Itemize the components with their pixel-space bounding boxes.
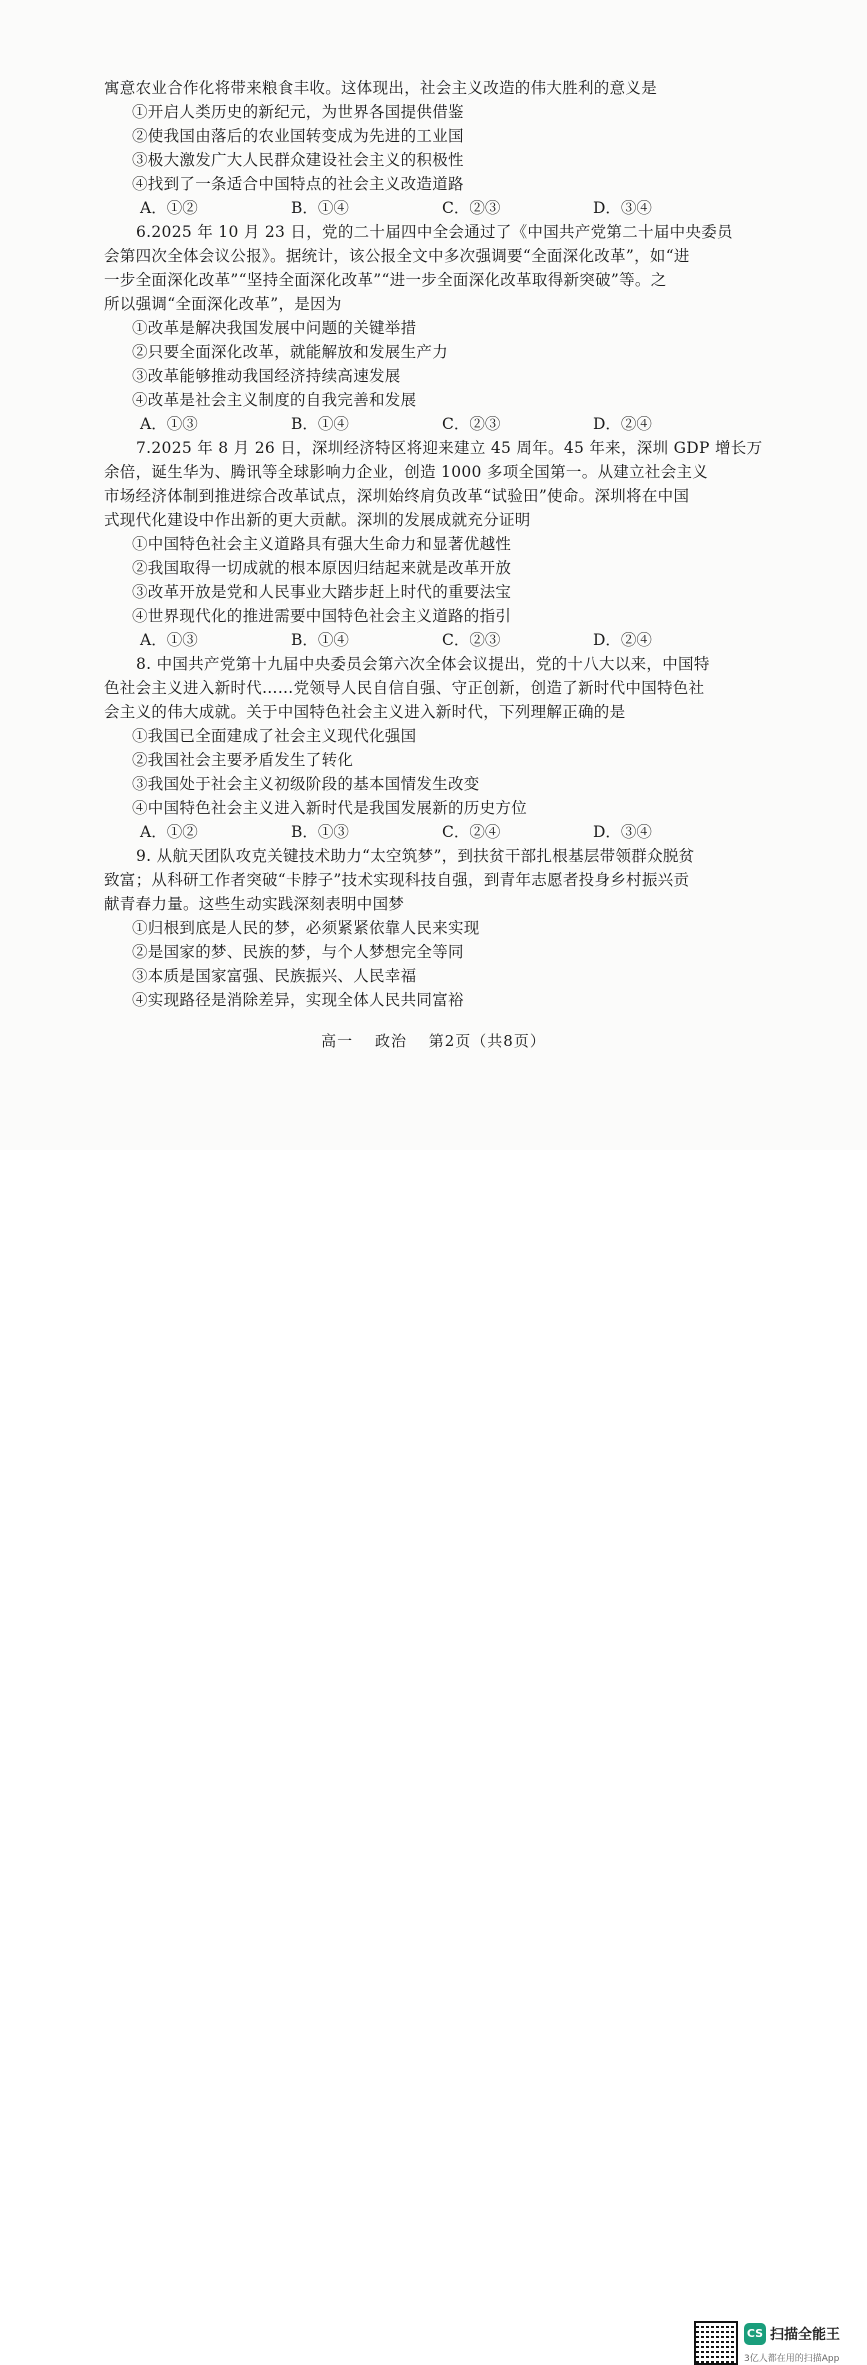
- answer-choice: C．②③: [442, 415, 501, 433]
- statement-option: ④找到了一条适合中国特点的社会主义改造道路: [132, 175, 464, 193]
- statement-option: ②我国社会主要矛盾发生了转化: [132, 751, 354, 769]
- statement-option: ②是国家的梦、民族的梦，与个人梦想完全等同: [132, 943, 464, 961]
- answer-choice: D．②④: [593, 415, 652, 433]
- answer-choice: B．①④: [291, 415, 349, 433]
- answer-choices-row: [104, 412, 744, 436]
- statement-option: ②我国取得一切成就的根本原因归结起来就是改革开放: [132, 559, 512, 577]
- statement-option: ③我国处于社会主义初级阶段的基本国情发生改变: [132, 775, 480, 793]
- question-text-line: 8. 中国共产党第十九届中央委员会第六次全体会议提出，党的十八大以来，中国特: [136, 655, 710, 673]
- question-text-line: 9. 从航天团队攻克关键技术助力“太空筑梦”，到扶贫干部扎根基层带领群众脱贫: [136, 847, 695, 865]
- scanner-brand-name: 扫描全能王: [770, 2327, 840, 2343]
- answer-choice: A．①③: [140, 415, 198, 433]
- answer-choice: B．①④: [291, 199, 349, 217]
- answer-choice: A．①③: [140, 631, 198, 649]
- answer-choice: A．①②: [140, 823, 198, 841]
- scanner-tagline: 3亿人都在用的扫描App: [744, 2354, 840, 2364]
- question-text-line: 7.2025 年 8 月 26 日，深圳经济特区将迎来建立 45 周年。45 年来，深圳 GDP 增长万: [136, 439, 763, 457]
- statement-option: ②使我国由落后的农业国转变成为先进的工业国: [132, 127, 464, 145]
- answer-choice: A．①②: [140, 199, 198, 217]
- statement-option: ③改革能够推动我国经济持续高速发展: [132, 367, 401, 385]
- statement-option: ①开启人类历史的新纪元，为世界各国提供借鉴: [132, 103, 464, 121]
- camscanner-logo-icon: CS: [744, 2323, 766, 2345]
- statement-option: ③本质是国家富强、民族振兴、人民幸福: [132, 967, 417, 985]
- question-text-line: 寓意农业合作化将带来粮食丰收。这体现出，社会主义改造的伟大胜利的意义是: [104, 79, 658, 97]
- question-text-line: 色社会主义进入新时代……党领导人民自信自强、守正创新，创造了新时代中国特色社: [104, 679, 705, 697]
- answer-choices-row: [104, 820, 744, 844]
- statement-option: ④实现路径是消除差异，实现全体人民共同富裕: [132, 991, 464, 1009]
- answer-choice: C．②④: [442, 823, 501, 841]
- answer-choice: D．②④: [593, 631, 652, 649]
- question-text-line: 致富；从科研工作者突破“卡脖子”技术实现科技自强，到青年志愿者投身乡村振兴贡: [104, 871, 690, 889]
- scanner-watermark-bar: [0, 1150, 867, 2364]
- statement-option: ①我国已全面建成了社会主义现代化强国: [132, 727, 417, 745]
- question-text-line: 会主义的伟大成就。关于中国特色社会主义进入新时代，下列理解正确的是: [104, 703, 626, 721]
- statement-option: ③改革开放是党和人民事业大踏步赶上时代的重要法宝: [132, 583, 512, 601]
- answer-choice: B．①③: [291, 823, 349, 841]
- page-footer: [0, 1030, 867, 1051]
- question-text-line: 献青春力量。这些生动实践深刻表明中国梦: [104, 895, 405, 913]
- answer-choice: D．③④: [593, 823, 652, 841]
- statement-option: ④改革是社会主义制度的自我完善和发展: [132, 391, 417, 409]
- statement-option: ①归根到底是人民的梦，必须紧紧依靠人民来实现: [132, 919, 480, 937]
- question-text-line: 6.2025 年 10 月 23 日，党的二十届四中全会通过了《中国共产党第二十届中央委员: [136, 223, 733, 241]
- footer-grade: 高一: [321, 1032, 354, 1050]
- question-text-line: 所以强调“全面深化改革”，是因为: [104, 295, 342, 313]
- statement-option: ③极大激发广大人民群众建设社会主义的积极性: [132, 151, 464, 169]
- statement-option: ②只要全面深化改革，就能解放和发展生产力: [132, 343, 449, 361]
- answer-choice: C．②③: [442, 631, 501, 649]
- question-text-line: 式现代化建设中作出新的更大贡献。深圳的发展成就充分证明: [104, 511, 531, 529]
- answer-choice: B．①④: [291, 631, 349, 649]
- question-text-line: 会第四次全体会议公报》。据统计，该公报全文中多次强调要“全面深化改革”，如“进: [104, 247, 690, 265]
- footer-page-number: 第2页（共8页）: [428, 1032, 546, 1050]
- statement-option: ①中国特色社会主义道路具有强大生命力和显著优越性: [132, 535, 512, 553]
- question-text-line: 市场经济体制到推进综合改革试点，深圳始终肩负改革“试验田”使命。深圳将在中国: [104, 487, 690, 505]
- answer-choices-row: [104, 628, 744, 652]
- question-text-line: 一步全面深化改革”“坚持全面深化改革”“进一步全面深化改革取得新突破”等。之: [104, 271, 667, 289]
- statement-option: ①改革是解决我国发展中问题的关键举措: [132, 319, 417, 337]
- question-content: [104, 76, 763, 1012]
- statement-option: ④世界现代化的推进需要中国特色社会主义道路的指引: [132, 607, 512, 625]
- answer-choice: C．②③: [442, 199, 501, 217]
- exam-page: [0, 0, 867, 1150]
- answer-choices-row: [104, 196, 744, 220]
- answer-choice: D．③④: [593, 199, 652, 217]
- footer-subject: 政治: [374, 1032, 407, 1050]
- qr-code-icon: [694, 2321, 738, 2365]
- question-text-line: 余倍，诞生华为、腾讯等全球影响力企业，创造 1000 多项全国第一。从建立社会主义: [104, 463, 709, 481]
- statement-option: ④中国特色社会主义进入新时代是我国发展新的历史方位: [132, 799, 528, 817]
